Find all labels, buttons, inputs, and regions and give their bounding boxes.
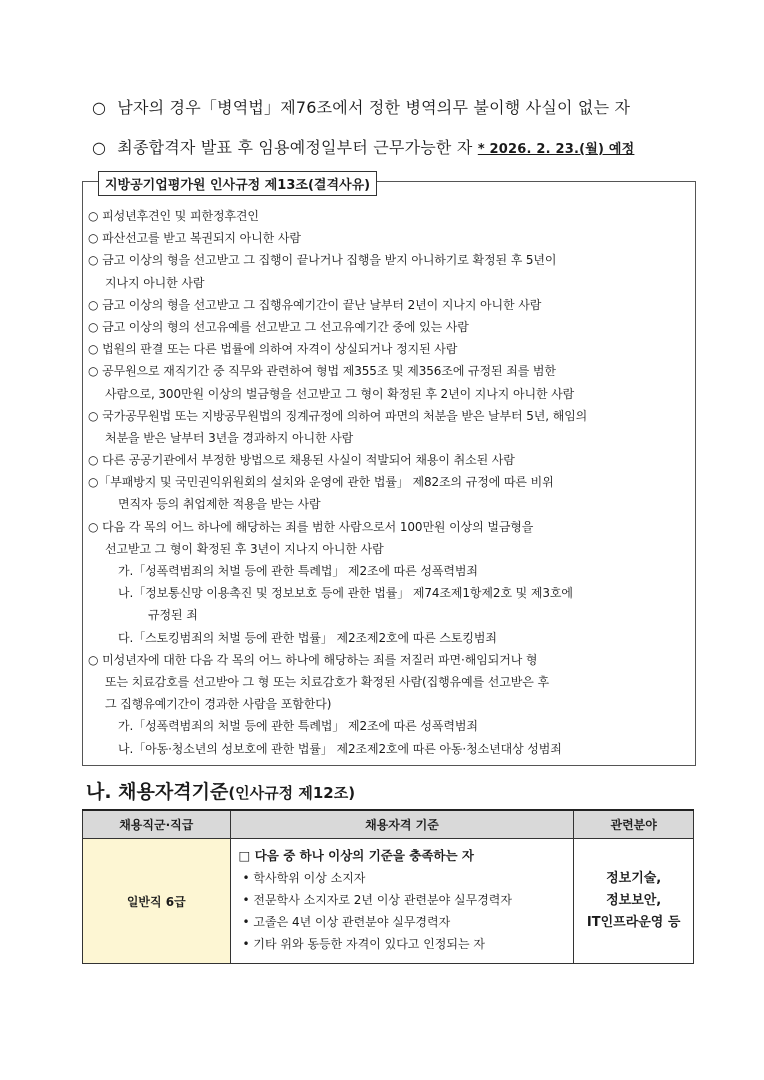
criteria-item: • 고졸은 4년 이상 관련분야 실무경력자 [242, 915, 451, 929]
section-title [86, 777, 355, 804]
header-field: 관련분야 [574, 810, 694, 839]
qualification-table [82, 809, 694, 964]
sub-item: 나.「정보통신망 이용촉진 및 정보보호 등에 관한 법률」 제74조제1항제2호 및 제3호에 [118, 586, 573, 601]
qualification-line-military [92, 95, 630, 118]
qualification-text: 남자의 경우「병역법」제76조에서 정한 병역의무 불이행 사실이 없는 자 [117, 98, 631, 117]
grade-cell: 일반직 6급 [83, 839, 231, 964]
criteria-item: • 기타 위와 동등한 자격이 있다고 인정되는 자 [242, 937, 485, 951]
table-header-row [83, 810, 694, 839]
field-item: 정보보안, [606, 893, 662, 908]
criteria-item: • 전문학사 소지자로 2년 이상 관련분야 실무경력자 [242, 893, 512, 907]
list-item: ○ 파산선고를 받고 복권되지 아니한 사람 [88, 231, 301, 246]
list-item: ○ 다음 각 목의 어느 하나에 해당하는 죄를 범한 사람으로서 100만원 이상의 벌금형을 [88, 519, 534, 534]
qualification-text: 최종합격자 발표 후 임용예정일부터 근무가능한 자 [117, 138, 473, 157]
circle-bullet-icon: ○ [92, 98, 107, 117]
list-item-continuation: 또는 치료감호를 선고받아 그 형 또는 치료감호가 확정된 사람(집행유예를 선고받은 후 [105, 674, 549, 689]
list-item-continuation: 면직자 등의 취업제한 적용을 받는 사람 [118, 497, 321, 512]
list-item: ○ 금고 이상의 형을 선고받고 그 집행유예기간이 끝난 날부터 2년이 지나지 아니한 사람 [88, 297, 542, 312]
field-item: 정보기술, [606, 871, 662, 886]
disqualification-list [88, 205, 688, 760]
list-item: ○ 법원의 판결 또는 다른 법률에 의하여 자격이 상실되거나 정지된 사람 [88, 342, 458, 357]
header-grade: 채용직군·직급 [83, 810, 231, 839]
sub-item-continuation: 규정된 죄 [148, 608, 198, 623]
sub-item: 나.「아동·청소년의 성보호에 관한 법률」 제2조제2호에 따른 아동·청소년대상 성범죄 [118, 741, 562, 756]
qualification-line-availability [92, 135, 634, 158]
list-item-continuation: 그 집행유예기간이 경과한 사람을 포함한다) [105, 697, 332, 712]
field-item: IT인프라운영 등 [586, 915, 681, 930]
header-criteria: 채용자격 기준 [230, 810, 574, 839]
sub-item: 가.「성폭력범죄의 처벌 등에 관한 특례법」 제2조에 따른 성폭력범죄 [118, 564, 478, 578]
list-item-continuation: 사람으로, 300만원 이상의 벌금형을 선고받고 그 형이 확정된 후 2년이 지나지 아니한 사람 [105, 386, 575, 401]
circle-bullet-icon: ○ [92, 138, 107, 157]
list-item-continuation: 지나지 아니한 사람 [105, 275, 205, 290]
section-title-paren: (인사규정 제12조) [228, 784, 356, 802]
sub-item: 다.「스토킹범죄의 처벌 등에 관한 법률」 제2조제2호에 따른 스토킹범죄 [118, 630, 497, 645]
list-item: ○ 금고 이상의 형의 선고유예를 선고받고 그 선고유예기간 중에 있는 사람 [88, 319, 469, 334]
start-date-note: * 2026. 2. 23.(월) 예정 [477, 142, 635, 157]
list-item: ○ 미성년자에 대한 다음 각 목의 어느 하나에 해당하는 죄를 저질러 파면·해임되거나 형 [88, 652, 538, 667]
list-item: ○ 다른 공공기관에서 부정한 방법으로 채용된 사실이 적발되어 채용이 취소된 사람 [88, 453, 515, 468]
list-item-continuation: 처분을 받은 날부터 3년을 경과하지 아니한 사람 [105, 430, 354, 445]
criteria-heading: □ 다음 중 하나 이상의 기준을 충족하는 자 [238, 848, 475, 863]
field-cell [574, 839, 694, 964]
list-item: ○ 공무원으로 재직기간 중 직무와 관련하여 형법 제355조 및 제356조에 규정된 죄를 범한 [88, 364, 556, 379]
section-title-main: 나. 채용자격기준 [86, 781, 229, 803]
table-row [83, 839, 694, 964]
list-item: ○「부패방지 및 국민권익위원회의 설치와 운영에 관한 법률」 제82조의 규정에 따른 비위 [88, 475, 554, 490]
list-item-continuation: 선고받고 그 형이 확정된 후 3년이 지나지 아니한 사람 [105, 541, 384, 556]
list-item: ○ 피성년후견인 및 피한정후견인 [88, 209, 259, 223]
list-item: ○ 국가공무원법 또는 지방공무원법의 징계규정에 의하여 파면의 처분을 받은 날부터 5년, 해임의 [88, 408, 588, 423]
criteria-item: • 학사학위 이상 소지자 [242, 871, 366, 885]
list-item: ○ 금고 이상의 형을 선고받고 그 집행이 끝나거나 집행을 받지 아니하기로 확정된 후 5년이 [88, 253, 557, 268]
sub-item: 가.「성폭력범죄의 처벌 등에 관한 특례법」 제2조에 따른 성폭력범죄 [118, 719, 478, 734]
disqualification-box-title: 지방공기업평가원 인사규정 제13조(결격사유) [98, 171, 377, 196]
criteria-cell [230, 839, 574, 964]
